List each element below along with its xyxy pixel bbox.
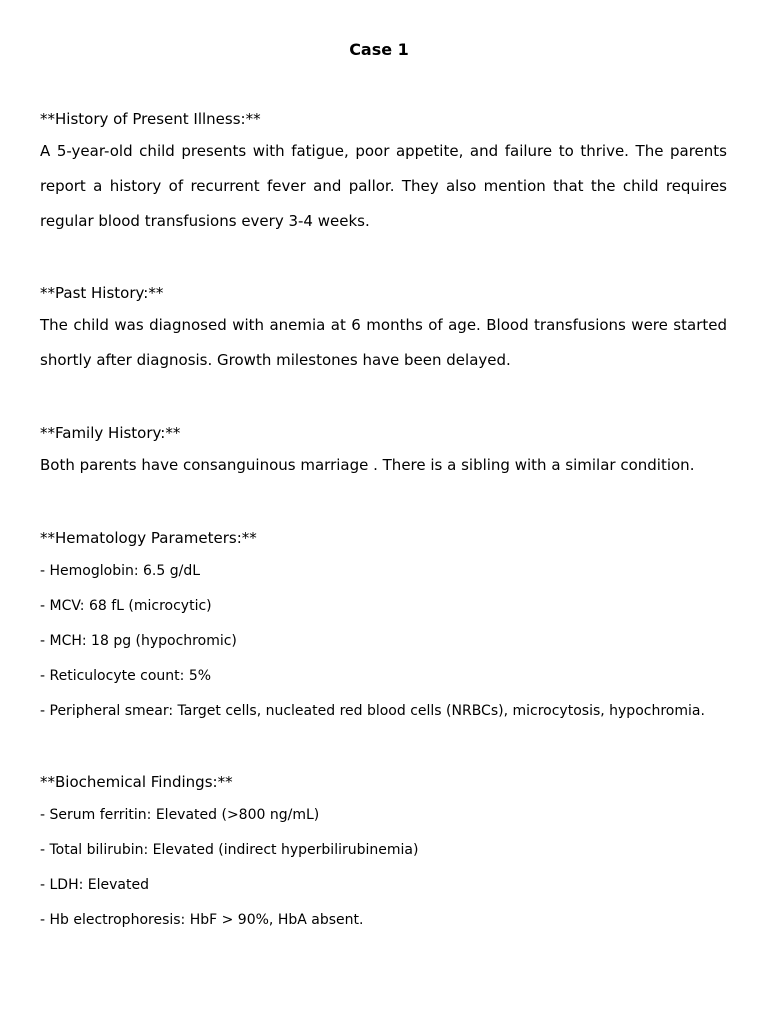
section-heading: **Hematology Parameters:** <box>40 529 257 547</box>
section-heading: **Past History:** <box>40 284 164 302</box>
family-history-section <box>40 422 727 483</box>
section-paragraph: The child was diagnosed with anemia at 6 months of age. Blood transfusions were started shortly after diagnosis. Growth milestones have been delayed. <box>40 316 727 369</box>
list-item: - MCV: 68 fL (microcytic) <box>40 598 212 614</box>
biochemical-list <box>40 798 727 938</box>
list-item: - Serum ferritin: Elevated (>800 ng/mL) <box>40 807 320 823</box>
list-item: - Peripheral smear: Target cells, nucleated red blood cells (NRBCs), microcytosis, hypochromia. <box>40 703 705 719</box>
list-item: - LDH: Elevated <box>40 877 149 893</box>
list-item: - Hemoglobin: 6.5 g/dL <box>40 563 201 579</box>
list-item: - Hb electrophoresis: HbF > 90%, HbA absent. <box>40 912 364 928</box>
section-heading: **Family History:** <box>40 424 181 442</box>
document-title: Case 1 <box>349 40 409 59</box>
section-paragraph: Both parents have consanguinous marriage . There is a sibling with a similar condition. <box>40 456 695 474</box>
section-paragraph: A 5-year-old child presents with fatigue, poor appetite, and failure to thrive. The parents report a history of recurrent fever and pallor. They also mention that the child requires regular blood transfusions every 3-4 weeks. <box>40 142 727 230</box>
section-heading: **History of Present Illness:** <box>40 110 261 128</box>
section-heading: **Biochemical Findings:** <box>40 773 233 791</box>
list-item: - Reticulocyte count: 5% <box>40 668 212 684</box>
past-history-section <box>40 282 727 378</box>
history-present-illness-section <box>40 108 727 239</box>
hematology-list <box>40 554 727 729</box>
list-item: - Total bilirubin: Elevated (indirect hyperbilirubinemia) <box>40 842 419 858</box>
hematology-parameters-section <box>40 527 727 729</box>
biochemical-findings-section <box>40 771 727 938</box>
list-item: - MCH: 18 pg (hypochromic) <box>40 633 237 649</box>
